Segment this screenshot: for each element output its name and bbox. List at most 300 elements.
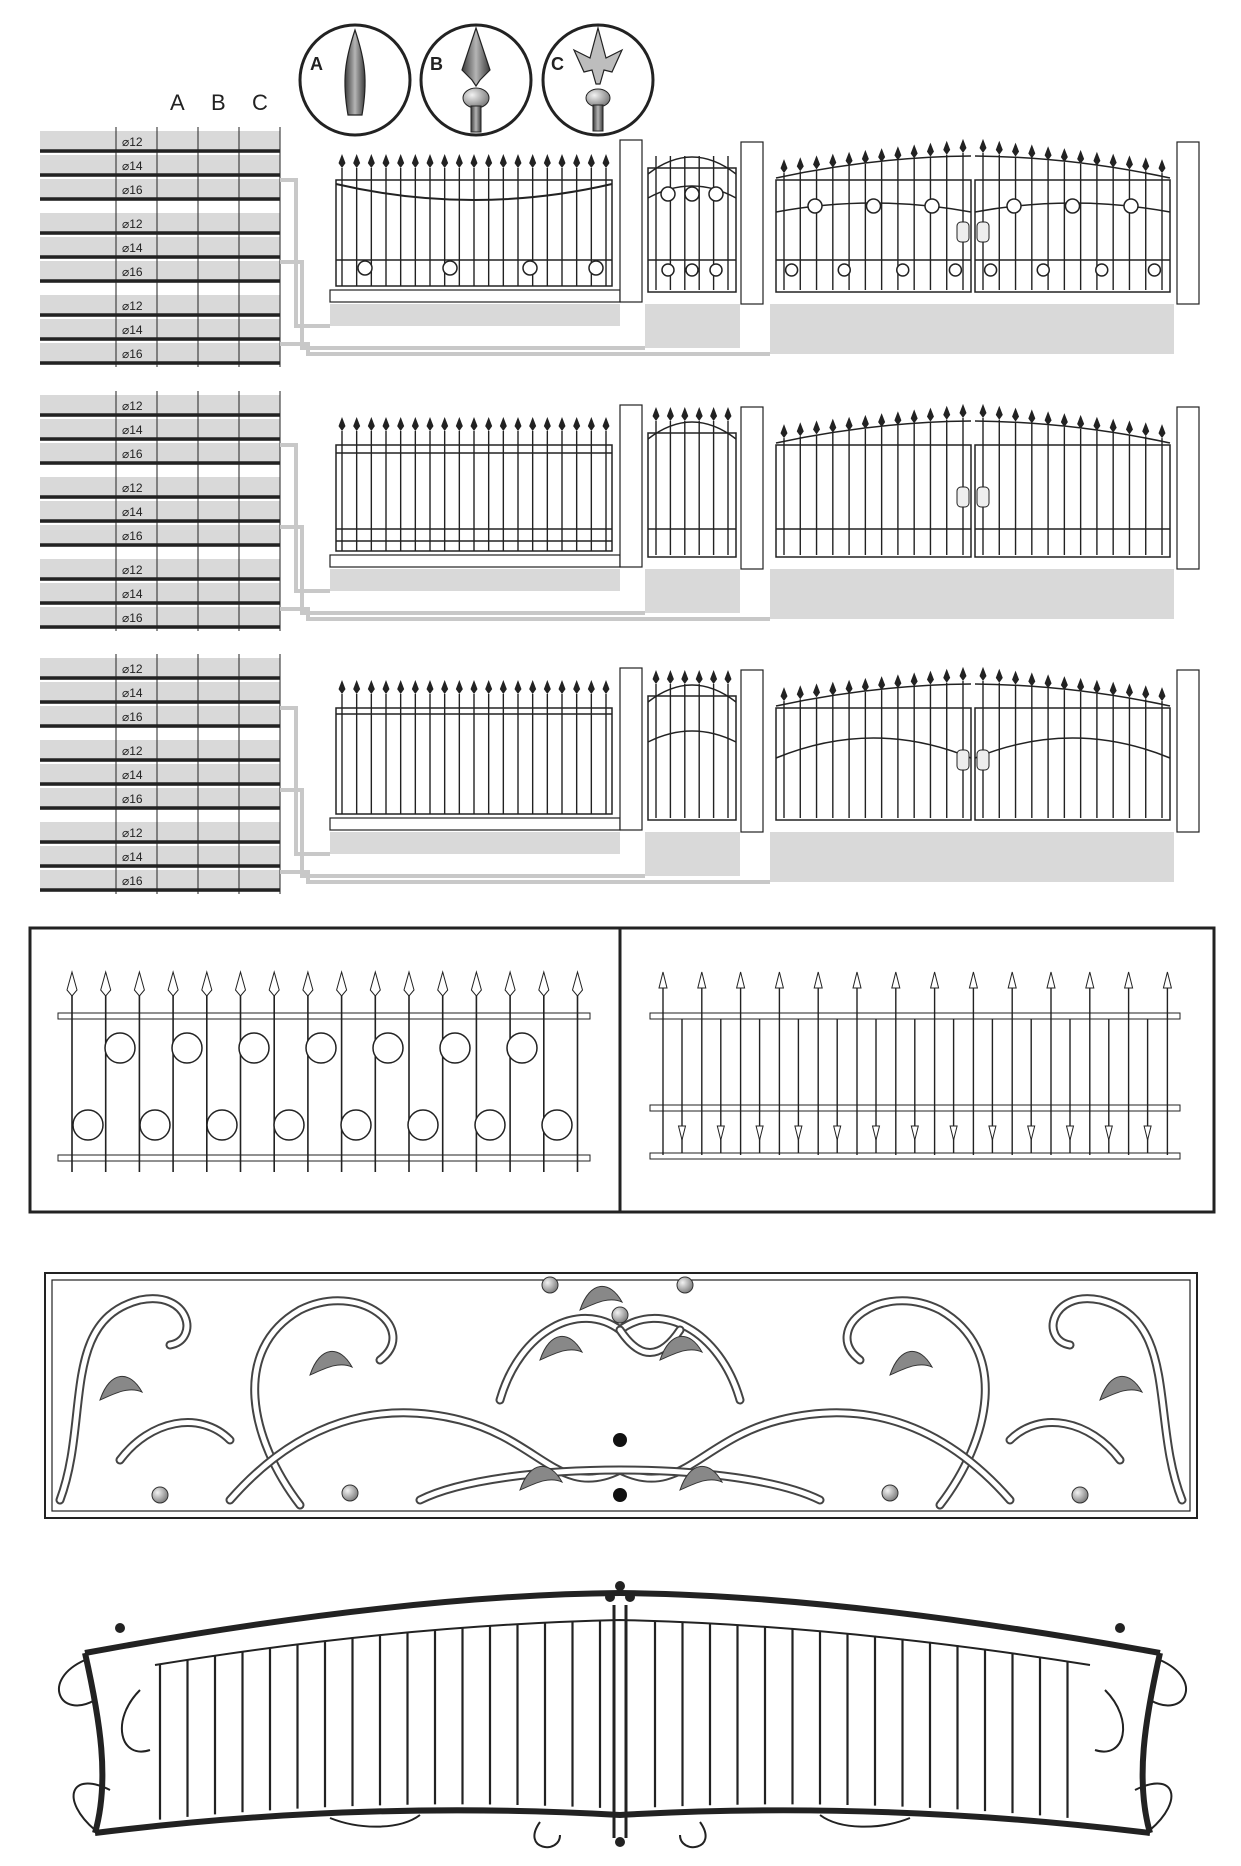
- spear-finial: [1077, 678, 1084, 692]
- ring-ornament: [507, 1033, 537, 1063]
- scroll-curl: [680, 1822, 706, 1847]
- spear-finial: [1126, 155, 1133, 169]
- spear-finial: [485, 680, 492, 694]
- spear-finial: [781, 159, 788, 173]
- spear-finial: [1093, 680, 1100, 694]
- diameter-label: ⌀12: [122, 217, 143, 231]
- spear-finial: [834, 1126, 841, 1140]
- gate-bottom-rail: [95, 1810, 1150, 1833]
- spear-finial: [911, 672, 918, 686]
- scroll-curl: [122, 1690, 150, 1752]
- spear-finial: [795, 1126, 802, 1140]
- diameter-label: ⌀14: [122, 850, 143, 864]
- ground-shadow: [770, 832, 1174, 882]
- scroll-curl: [1095, 1690, 1123, 1752]
- wicket-gate: [648, 156, 736, 292]
- spear-finial: [339, 680, 346, 694]
- ring-ornament: [1096, 264, 1108, 276]
- spear-finial: [797, 685, 804, 699]
- spear-finial: [717, 1126, 724, 1140]
- spear-tip-samples: [300, 25, 653, 135]
- connector-line: [280, 445, 330, 591]
- ring-ornament: [710, 264, 722, 276]
- spear-finial: [969, 972, 977, 988]
- ground-shadow: [645, 304, 740, 348]
- spear-finial: [911, 144, 918, 158]
- spear-finial: [943, 669, 950, 683]
- spear-finial: [1159, 687, 1166, 701]
- post: [620, 405, 642, 567]
- spear-tip-b-letter: B: [430, 54, 443, 74]
- spear-tip-b: [421, 25, 531, 135]
- spear-finial: [441, 680, 448, 694]
- ball-ornament: [625, 1592, 635, 1602]
- diameter-label: ⌀14: [122, 241, 143, 255]
- spear-finial: [931, 972, 939, 988]
- post: [620, 668, 642, 830]
- spear-finial: [996, 141, 1003, 155]
- latch-plate: [977, 750, 989, 770]
- spear-finial: [1093, 417, 1100, 431]
- fence-plinth: [330, 818, 620, 830]
- ring-ornament: [542, 1110, 572, 1140]
- panel-with-spears: [650, 972, 1180, 1159]
- ball-ornament: [605, 1592, 615, 1602]
- spear-finial: [529, 680, 536, 694]
- spear-finial: [1012, 408, 1019, 422]
- spear-finial: [456, 417, 463, 431]
- diameter-label: ⌀16: [122, 710, 143, 724]
- spear-finial: [438, 972, 448, 996]
- ring-ornament: [949, 264, 961, 276]
- spear-finial: [710, 670, 717, 684]
- spear-finial: [980, 667, 987, 681]
- latch-plate: [957, 750, 969, 770]
- post: [1177, 670, 1199, 832]
- ball-ornament: [615, 1837, 625, 1847]
- spear-tip-a-letter: A: [310, 54, 323, 74]
- column-headers: [170, 90, 268, 115]
- spear-finial: [797, 422, 804, 436]
- ring-ornament: [274, 1110, 304, 1140]
- spear-finial: [813, 420, 820, 434]
- spear-finial: [515, 680, 522, 694]
- ground-shadow: [330, 832, 620, 854]
- spear-finial: [101, 972, 111, 996]
- post: [741, 142, 763, 304]
- spear-finial: [1008, 972, 1016, 988]
- ring-ornament: [685, 187, 699, 201]
- ball-ornament: [615, 1581, 625, 1591]
- spear-finial: [559, 680, 566, 694]
- ring-ornament: [475, 1110, 505, 1140]
- latch-plate: [957, 222, 969, 242]
- spear-finial: [397, 680, 404, 694]
- spear-finial: [1142, 685, 1149, 699]
- diameter-label: ⌀16: [122, 347, 143, 361]
- spear-finial: [441, 154, 448, 168]
- spear-finial: [1077, 415, 1084, 429]
- spear-finial: [846, 417, 853, 431]
- spear-finial: [1045, 674, 1052, 688]
- spear-finial: [1077, 150, 1084, 164]
- latch-plate: [977, 222, 989, 242]
- spear-finial: [696, 670, 703, 684]
- ring-ornament: [341, 1110, 371, 1140]
- ball-ornament: [342, 1485, 358, 1501]
- gate-leaf-left: [776, 667, 971, 820]
- spear-finial: [588, 680, 595, 694]
- spear-finial: [853, 972, 861, 988]
- spear-finial: [1067, 1126, 1074, 1140]
- diameter-label: ⌀14: [122, 587, 143, 601]
- ring-ornament: [140, 1110, 170, 1140]
- ring-ornament: [239, 1033, 269, 1063]
- ring-ornament: [408, 1110, 438, 1140]
- spear-finial: [797, 157, 804, 171]
- ball-ornament: [1115, 1623, 1125, 1633]
- spear-finial: [202, 972, 212, 996]
- ball-ornament: [1072, 1487, 1088, 1503]
- spear-finial: [1110, 154, 1117, 168]
- arched-gate-drawing: [59, 1581, 1186, 1847]
- dark-ball: [613, 1488, 627, 1502]
- spear-finial: [653, 670, 660, 684]
- spear-finial: [485, 154, 492, 168]
- ring-ornament: [443, 261, 457, 275]
- post: [1177, 407, 1199, 569]
- post: [620, 140, 642, 302]
- spear-finial: [894, 674, 901, 688]
- gate-side: [1143, 1653, 1160, 1833]
- spear-finial: [1126, 420, 1133, 434]
- diameter-label: ⌀14: [122, 505, 143, 519]
- spear-finial: [588, 154, 595, 168]
- post: [1177, 142, 1199, 304]
- spear-finial: [471, 417, 478, 431]
- spear-finial: [1142, 157, 1149, 171]
- wicket-gate: [648, 670, 736, 820]
- spear-finial: [698, 972, 706, 988]
- spear-finial: [911, 409, 918, 423]
- spear-finial: [1126, 683, 1133, 697]
- spear-finial: [269, 972, 279, 996]
- spear-finial: [529, 417, 536, 431]
- spear-finial: [412, 417, 419, 431]
- decorative-scroll-panel: [45, 1273, 1197, 1518]
- ring-ornament: [589, 261, 603, 275]
- spear-finial: [1142, 422, 1149, 436]
- spear-finial: [544, 680, 551, 694]
- connector-line: [280, 708, 330, 854]
- dark-ball: [613, 1433, 627, 1447]
- scroll-curl: [534, 1822, 560, 1847]
- spear-finial: [960, 667, 967, 681]
- spear-finial: [303, 972, 313, 996]
- spear-finial: [544, 417, 551, 431]
- ball-ornament: [612, 1307, 628, 1323]
- diameter-label: ⌀16: [122, 611, 143, 625]
- spear-finial: [725, 407, 732, 421]
- spear-finial: [927, 671, 934, 685]
- spear-finial: [168, 972, 178, 996]
- spear-finial: [1144, 1126, 1151, 1140]
- spear-finial: [862, 150, 869, 164]
- spear-finial: [515, 154, 522, 168]
- spear-finial: [368, 680, 375, 694]
- spear-finial: [353, 417, 360, 431]
- spear-finial: [339, 154, 346, 168]
- spear-finial: [500, 154, 507, 168]
- double-gate: [776, 139, 1170, 292]
- spear-finial: [603, 417, 610, 431]
- gate-side: [85, 1653, 102, 1833]
- gate-top-rail: [85, 1593, 1160, 1653]
- spear-finial: [681, 407, 688, 421]
- spear-finial: [1028, 144, 1035, 158]
- diameter-label: ⌀16: [122, 874, 143, 888]
- spear-finial: [1028, 1126, 1035, 1140]
- spear-finial: [878, 676, 885, 690]
- spear-finial: [814, 972, 822, 988]
- spear-finial: [775, 972, 783, 988]
- spear-finial: [588, 417, 595, 431]
- column-header-c: C: [252, 90, 268, 115]
- ring-ornament: [440, 1033, 470, 1063]
- spear-tip-a: [300, 25, 410, 135]
- spear-finial: [427, 417, 434, 431]
- spear-finial: [894, 146, 901, 160]
- ring-ornament: [73, 1110, 103, 1140]
- diameter-label: ⌀12: [122, 826, 143, 840]
- diameter-label: ⌀12: [122, 399, 143, 413]
- spear-finial: [337, 972, 347, 996]
- spear-finial: [603, 680, 610, 694]
- spear-finial: [989, 1126, 996, 1140]
- spear-finial: [1086, 972, 1094, 988]
- fence-set-3: [280, 667, 1199, 882]
- spec-table-1: [40, 127, 280, 367]
- fence-sets: [280, 139, 1199, 882]
- spear-finial: [1163, 972, 1171, 988]
- spear-finial: [368, 417, 375, 431]
- ring-ornament: [686, 264, 698, 276]
- spear-finial: [996, 669, 1003, 683]
- spear-finial: [559, 417, 566, 431]
- spear-finial: [725, 670, 732, 684]
- spear-finial: [500, 417, 507, 431]
- spear-finial: [471, 154, 478, 168]
- fence-section: [336, 154, 612, 286]
- column-header-b: B: [211, 90, 226, 115]
- diameter-label: ⌀14: [122, 323, 143, 337]
- double-gate: [776, 404, 1170, 557]
- ring-ornament: [207, 1110, 237, 1140]
- diameter-label: ⌀12: [122, 135, 143, 149]
- spear-finial: [927, 143, 934, 157]
- spear-finial: [653, 407, 660, 421]
- gate-leaf-right: [975, 667, 1170, 820]
- spear-finial: [383, 154, 390, 168]
- spear-finial: [878, 148, 885, 162]
- ring-ornament: [172, 1033, 202, 1063]
- spear-finial: [559, 154, 566, 168]
- spear-finial: [960, 139, 967, 153]
- spear-finial: [1061, 413, 1068, 427]
- gate-leaf-left: [776, 139, 971, 292]
- ring-ornament: [808, 199, 822, 213]
- spear-finial: [573, 154, 580, 168]
- ground-shadow: [330, 569, 620, 591]
- ring-ornament: [523, 261, 537, 275]
- spear-finial: [1028, 672, 1035, 686]
- ball-ornament: [152, 1487, 168, 1503]
- diameter-label: ⌀14: [122, 768, 143, 782]
- spear-finial: [67, 972, 77, 996]
- spear-finial: [427, 680, 434, 694]
- ring-ornament: [373, 1033, 403, 1063]
- spear-finial: [813, 683, 820, 697]
- spear-finial: [813, 155, 820, 169]
- spear-finial: [1159, 424, 1166, 438]
- spear-finial: [505, 972, 515, 996]
- diameter-label: ⌀12: [122, 744, 143, 758]
- ring-ornament: [925, 199, 939, 213]
- spear-finial: [370, 972, 380, 996]
- spear-finial: [1159, 159, 1166, 173]
- spear-finial: [427, 154, 434, 168]
- ground-shadow: [770, 569, 1174, 619]
- spear-finial: [950, 1126, 957, 1140]
- spear-finial: [980, 139, 987, 153]
- spear-finial: [1093, 152, 1100, 166]
- spear-finial: [471, 972, 481, 996]
- ring-ornament: [1124, 199, 1138, 213]
- latch-plate: [957, 487, 969, 507]
- spear-finial: [397, 417, 404, 431]
- spear-finial: [500, 680, 507, 694]
- spear-finial: [756, 1126, 763, 1140]
- spear-finial: [1061, 148, 1068, 162]
- spear-finial: [1028, 409, 1035, 423]
- gate-leaf-right: [975, 139, 1170, 292]
- ball-ornament: [677, 1277, 693, 1293]
- ball-ornament: [542, 1277, 558, 1293]
- spear-finial: [353, 154, 360, 168]
- spear-finial: [781, 424, 788, 438]
- spear-finial: [485, 417, 492, 431]
- spear-finial: [829, 682, 836, 696]
- spear-finial: [862, 678, 869, 692]
- spec-tables: [40, 127, 280, 894]
- diameter-label: ⌀14: [122, 159, 143, 173]
- spear-finial: [996, 406, 1003, 420]
- spear-tip-c: [543, 25, 653, 135]
- ring-ornament: [1066, 199, 1080, 213]
- spear-finial: [943, 406, 950, 420]
- spear-finial: [397, 154, 404, 168]
- spear-finial: [573, 417, 580, 431]
- spear-finial: [529, 154, 536, 168]
- fence-set-2: [280, 404, 1199, 619]
- spear-finial: [383, 417, 390, 431]
- ring-ornament: [897, 264, 909, 276]
- connector-line: [280, 180, 330, 326]
- spear-finial: [927, 408, 934, 422]
- diameter-label: ⌀16: [122, 529, 143, 543]
- scroll-curl: [820, 1815, 910, 1827]
- spec-table-3: [40, 654, 280, 894]
- spear-finial: [603, 154, 610, 168]
- spear-finial: [1125, 972, 1133, 988]
- spear-finial: [846, 152, 853, 166]
- ring-ornament: [985, 264, 997, 276]
- ring-ornament: [1148, 264, 1160, 276]
- fence-set-1: [280, 139, 1199, 354]
- column-header-a: A: [170, 90, 185, 115]
- gate-leaf-left: [776, 404, 971, 557]
- scroll-curl: [330, 1815, 420, 1827]
- spear-finial: [456, 680, 463, 694]
- spear-finial: [539, 972, 549, 996]
- diameter-label: ⌀12: [122, 662, 143, 676]
- spear-finial: [353, 680, 360, 694]
- ring-ornament: [709, 187, 723, 201]
- spear-finial: [667, 407, 674, 421]
- spear-finial: [829, 154, 836, 168]
- spear-finial: [862, 415, 869, 429]
- spear-finial: [383, 680, 390, 694]
- panel-with-rings: [58, 972, 590, 1172]
- diameter-label: ⌀16: [122, 792, 143, 806]
- diameter-label: ⌀12: [122, 299, 143, 313]
- spear-finial: [134, 972, 144, 996]
- ring-ornament: [786, 264, 798, 276]
- spear-finial: [1061, 676, 1068, 690]
- spear-finial: [236, 972, 246, 996]
- double-gate: [776, 667, 1170, 820]
- spear-finial: [681, 670, 688, 684]
- spear-finial: [339, 417, 346, 431]
- wicket-gate: [648, 407, 736, 557]
- ring-ornament: [662, 264, 674, 276]
- ring-ornament: [867, 199, 881, 213]
- spear-finial: [1012, 143, 1019, 157]
- spear-finial: [1047, 972, 1055, 988]
- spear-finial: [1045, 146, 1052, 160]
- spear-finial: [544, 154, 551, 168]
- spear-tip-c-letter: C: [551, 54, 564, 74]
- spear-finial: [404, 972, 414, 996]
- ground-shadow: [645, 832, 740, 876]
- fence-plinth: [330, 555, 620, 567]
- spear-finial: [980, 404, 987, 418]
- ball-ornament: [115, 1623, 125, 1633]
- spear-finial: [1110, 419, 1117, 433]
- diameter-label: ⌀12: [122, 481, 143, 495]
- spear-finial: [846, 680, 853, 694]
- spear-finial: [829, 419, 836, 433]
- fence-section: [336, 680, 612, 814]
- spear-finial: [471, 680, 478, 694]
- spear-finial: [873, 1126, 880, 1140]
- spear-finial: [696, 407, 703, 421]
- spear-finial: [960, 404, 967, 418]
- ring-ornament: [838, 264, 850, 276]
- post: [741, 670, 763, 832]
- spear-finial: [878, 413, 885, 427]
- spear-finial: [573, 972, 583, 996]
